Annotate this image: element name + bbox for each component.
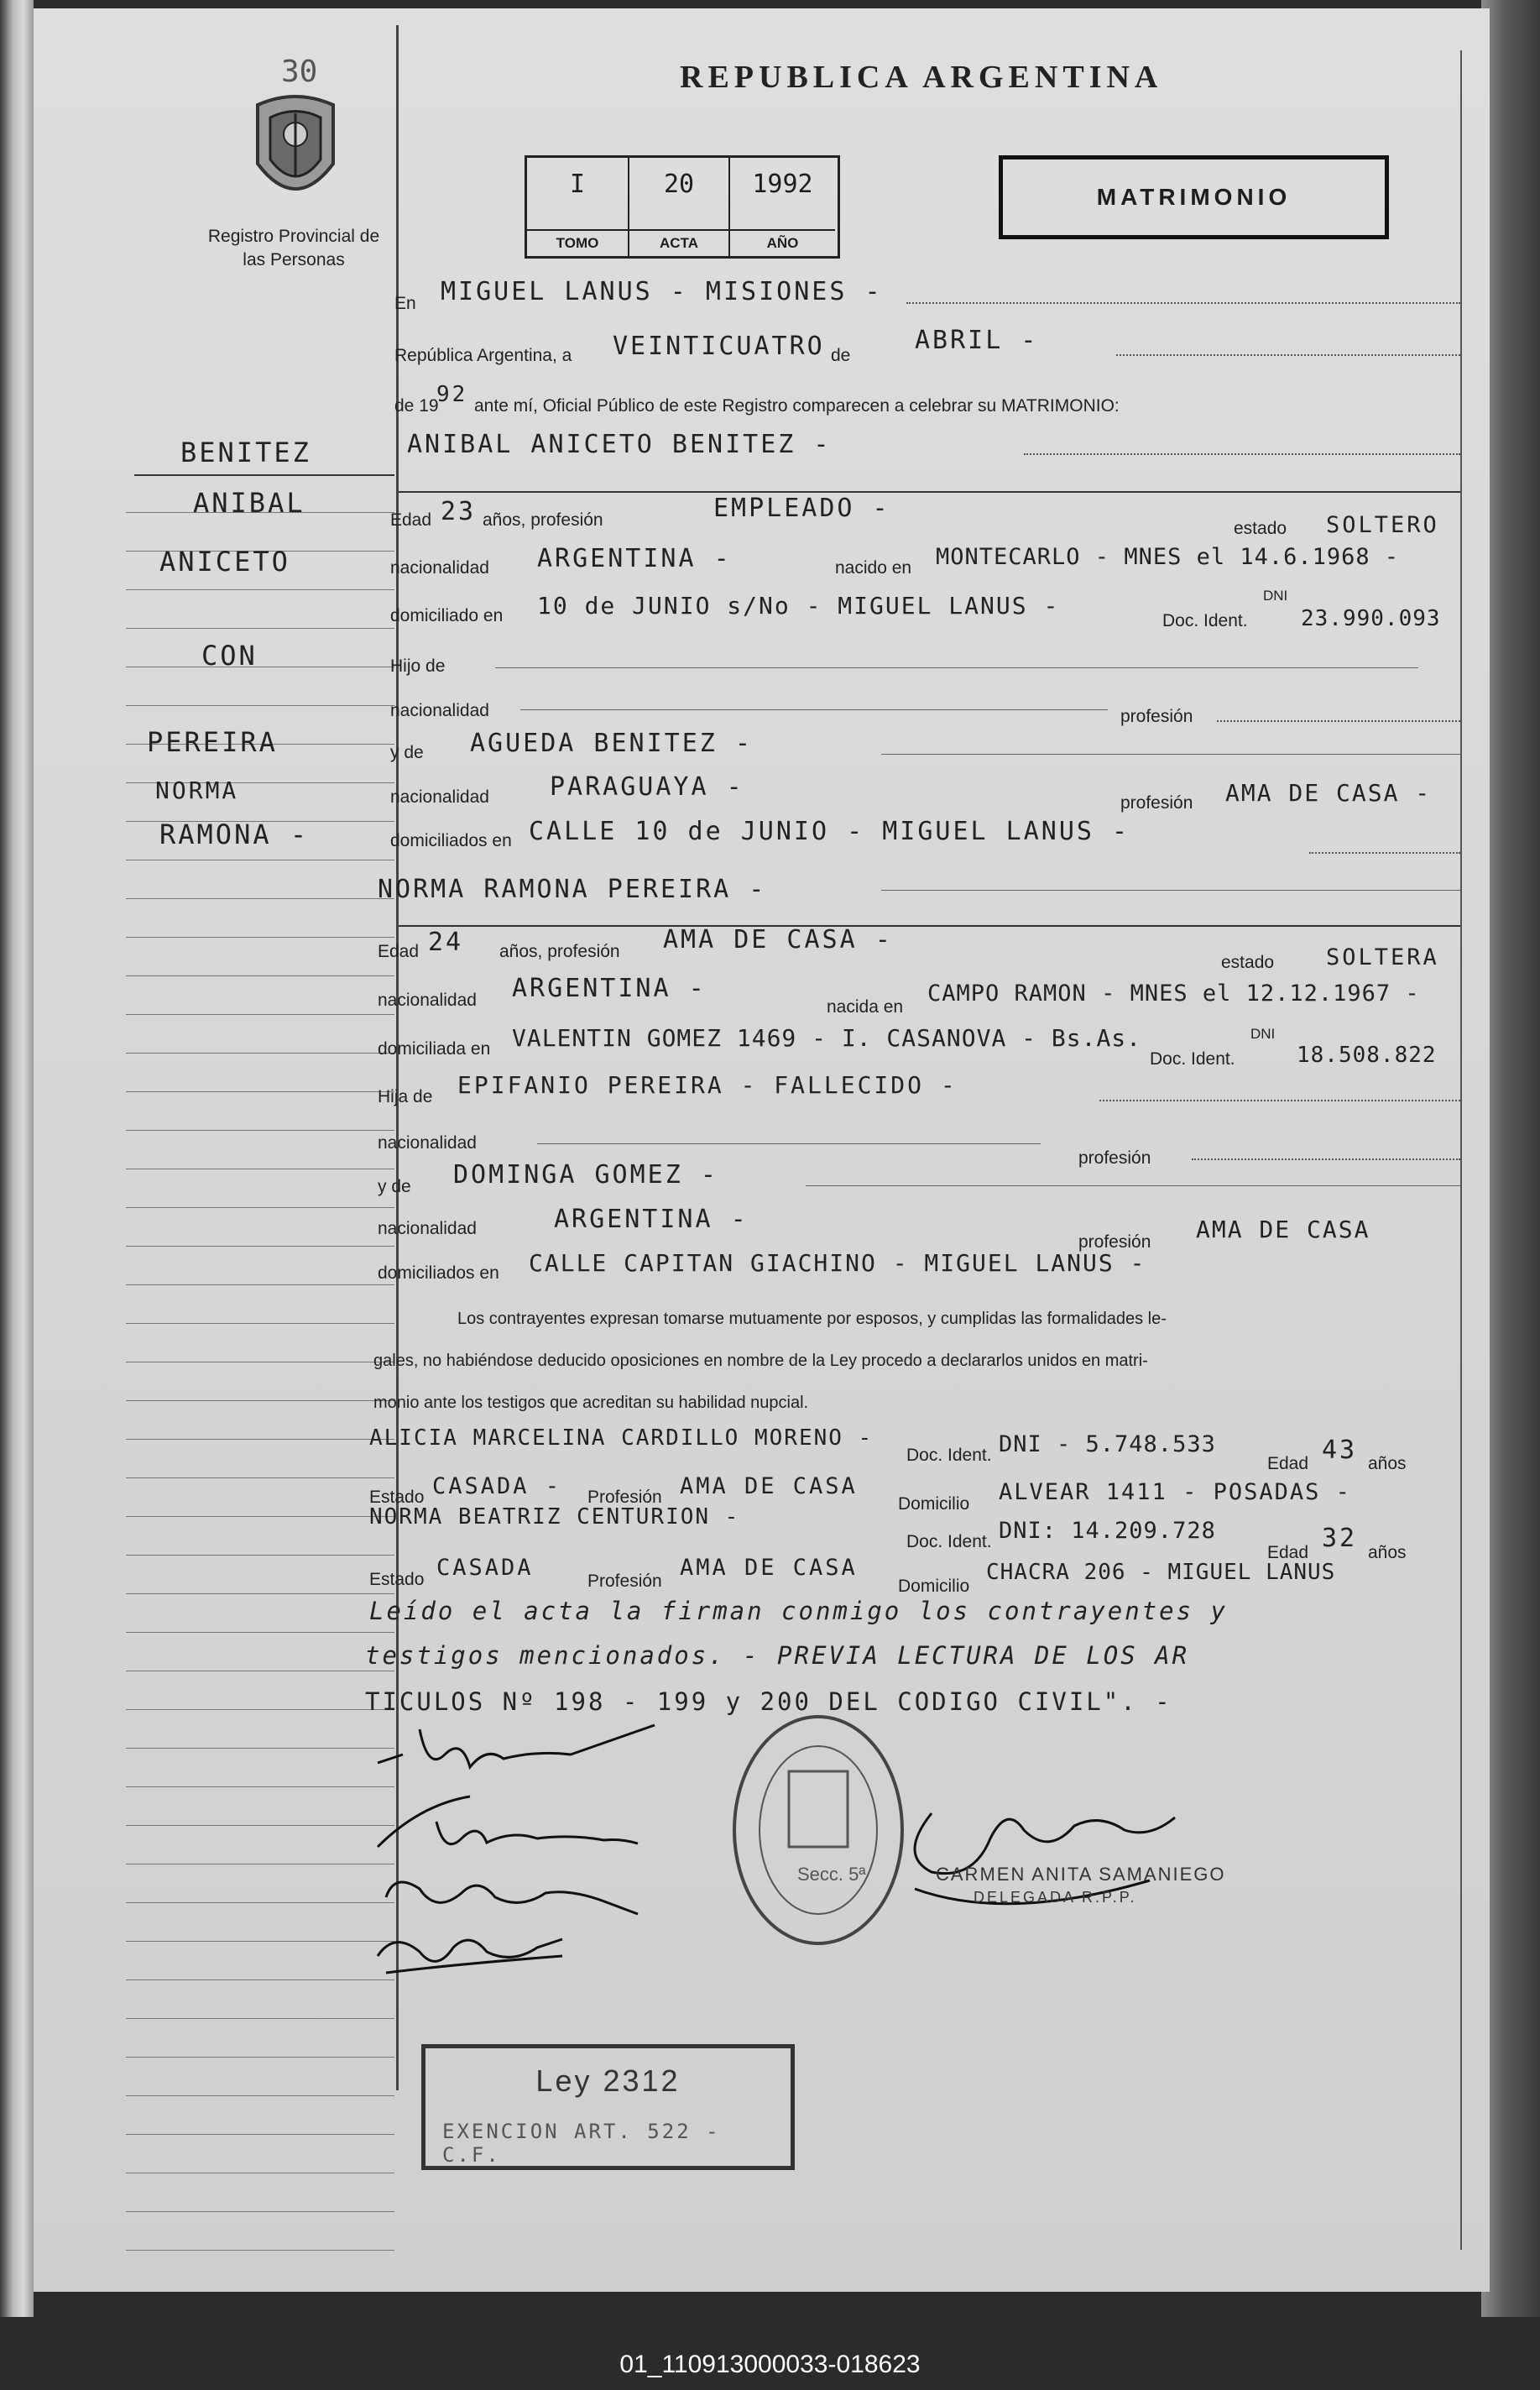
margin-ruled-line: [126, 1014, 394, 1015]
bride-nac-madre-label: nacionalidad: [378, 1219, 477, 1238]
witness1-anos-label: años: [1368, 1454, 1407, 1473]
witness1-prof-label: Profesión: [587, 1488, 662, 1507]
groom-doc: 23.990.093: [1301, 606, 1441, 631]
groom-nac-madre: PARAGUAYA -: [550, 772, 744, 802]
book-right-edge: [1481, 0, 1540, 2317]
section-rule: [399, 925, 1460, 927]
witness1-estado-label: Estado: [369, 1488, 425, 1507]
margin-ruled-line: [126, 705, 394, 706]
month-value: ABRIL -: [915, 326, 1039, 355]
witness2-anos-label: años: [1368, 1543, 1407, 1562]
section-rule: [399, 491, 1460, 493]
bride-doc-type: DNI: [1250, 1026, 1276, 1042]
witness2-prof-label: Profesión: [587, 1572, 662, 1591]
groom-nacionalidad: ARGENTINA -: [537, 544, 732, 573]
bride-domicilio: VALENTIN GOMEZ 1469 - I. CASANOVA - Bs.As.: [512, 1024, 1142, 1052]
margin-ruled-line: [126, 1748, 394, 1749]
margin-ruled-line: [126, 1246, 394, 1247]
bride-doc-label: Doc. Ident.: [1150, 1049, 1235, 1069]
acta-label: ACTA: [629, 229, 728, 256]
margin-ruled-line: [126, 1284, 394, 1285]
fill-line: [495, 667, 1418, 668]
groom-profesion: EMPLEADO -: [713, 494, 890, 523]
fill-line: [1217, 720, 1460, 722]
margin-ruled-line: [126, 589, 394, 590]
margin-ruled-line: [126, 1091, 394, 1092]
tomo-value: I: [569, 170, 586, 199]
declaration-line-1: Los contrayentes expresan tomarse mutuamente por esposos, y cumplidas las formalidades le-: [457, 1310, 1167, 1328]
seal-section-text: Secc. 5ª: [797, 1864, 866, 1885]
official-role: DELEGADA R.P.P.: [974, 1889, 1137, 1906]
margin-ruled-line: [126, 2095, 394, 2096]
groom-doc-label: Doc. Ident.: [1162, 611, 1248, 630]
right-border: [1460, 50, 1462, 2250]
register-page: [34, 8, 1490, 2292]
margin-ruled-line: [126, 898, 394, 899]
closing-line-2: testigos mencionados. - PREVIA LECTURA DE LOS AR: [365, 1641, 1190, 1670]
fill-line: [537, 1143, 1041, 1144]
groom-prof-madre: AMA DE CASA -: [1225, 779, 1432, 807]
margin-ruled-line: [126, 1207, 394, 1208]
margin-ruled-line: [126, 1941, 394, 1942]
law-exemption-box: [421, 2044, 795, 2170]
margin-ruled-line: [126, 2250, 394, 2251]
acta-cell: [629, 158, 730, 256]
declaration-line-3: monio ante los testigos que acreditan su habilidad nupcial.: [373, 1394, 809, 1412]
groom-estado-label: estado: [1234, 519, 1287, 538]
witness1-name: ALICIA MARCELINA CARDILLO MORENO -: [369, 1425, 874, 1451]
file-id-footer: 01_110913000033-018623: [619, 2351, 921, 2378]
year-suffix: 92: [436, 382, 468, 407]
groom-hijo-label: Hijo de: [390, 656, 446, 676]
margin-ruled-line: [126, 1593, 394, 1594]
margin-con: CON: [201, 640, 258, 672]
place-value: MIGUEL LANUS - MISIONES -: [441, 277, 883, 306]
fill-line: [1116, 354, 1460, 356]
groom-nac-madre-label: nacionalidad: [390, 787, 489, 807]
fill-line: [520, 709, 1108, 710]
margin-ruled-line: [126, 1323, 394, 1324]
witness1-doc-label: Doc. Ident.: [906, 1446, 992, 1465]
book-spine-edge: [0, 0, 34, 2317]
official-name: CARMEN ANITA SAMANIEGO: [936, 1864, 1226, 1885]
margin-bride-surname: PEREIRA: [147, 726, 278, 758]
fill-line: [806, 1185, 1460, 1186]
bride-estado: SOLTERA: [1326, 944, 1439, 970]
bride-dom-padres-label: domiciliados en: [378, 1263, 499, 1283]
groom-nac-label: nacionalidad: [390, 558, 489, 578]
groom-nacido-label: nacido en: [835, 558, 912, 578]
fill-line: [906, 302, 1460, 304]
declaration-line-2: gales, no habiéndose deducido oposiciones en nombre de la Ley procedo a declararlos unidos en matri-: [373, 1352, 1148, 1370]
closing-line-1: Leído el acta la firman conmigo los contrayentes y: [369, 1597, 1228, 1625]
fill-line: [1024, 453, 1460, 455]
folio-number: 30: [281, 55, 318, 89]
margin-ruled-line: [126, 1439, 394, 1440]
tomo-label: TOMO: [527, 229, 628, 256]
bride-prof-padre-label: profesión: [1078, 1148, 1151, 1168]
margin-rule: [134, 474, 394, 476]
bride-nac-label: nacionalidad: [378, 991, 477, 1010]
page-title: REPUBLICA ARGENTINA: [680, 60, 1163, 95]
tomo-cell: [527, 158, 629, 256]
witness1-edad: 43: [1322, 1436, 1358, 1465]
groom-dom-padres-label: domiciliados en: [390, 831, 512, 850]
year-prefix-label: de 19: [394, 396, 439, 416]
witness2-doc: DNI: 14.209.728: [999, 1518, 1216, 1544]
anio-value: 1992: [752, 170, 813, 199]
margin-ruled-line: [126, 1825, 394, 1826]
margin-ruled-line: [126, 1786, 394, 1787]
bride-prof-madre-label: profesión: [1078, 1232, 1151, 1252]
margin-ruled-line: [126, 1053, 394, 1054]
margin-ruled-line: [126, 1979, 394, 1980]
witness2-profesion: AMA DE CASA: [680, 1555, 858, 1581]
witness1-edad-label: Edad: [1267, 1454, 1309, 1473]
margin-surname: BENITEZ: [180, 437, 311, 468]
fill-line: [1192, 1158, 1460, 1160]
margin-ruled-line: [126, 628, 394, 629]
groom-edad: 23: [441, 497, 477, 526]
bride-estado-label: estado: [1221, 953, 1275, 972]
margin-ruled-line: [126, 1516, 394, 1517]
groom-madre: AGUEDA BENITEZ -: [470, 729, 753, 758]
closing-line-3: TICULOS Nº 198 - 199 y 200 DEL CODIGO CIVIL". -: [365, 1687, 1172, 1716]
margin-ruled-line: [126, 1555, 394, 1556]
groom-yde-label: y de: [390, 743, 424, 762]
witness2-dom-label: Domicilio: [898, 1577, 970, 1596]
witness1-domicilio: ALVEAR 1411 - POSADAS -: [999, 1479, 1351, 1505]
groom-prof-label: años, profesión: [483, 510, 603, 530]
anio-label: AÑO: [730, 229, 835, 256]
bride-nacida-label: nacida en: [827, 997, 904, 1017]
bride-doc: 18.508.822: [1297, 1043, 1437, 1068]
witness2-domicilio: CHACRA 206 - MIGUEL LANUS: [986, 1560, 1336, 1585]
coat-of-arms-icon: [245, 88, 346, 214]
anio-cell: [730, 158, 835, 256]
bride-nac-madre: ARGENTINA -: [554, 1205, 749, 1234]
de-label: de: [831, 346, 851, 365]
margin-ruled-line: [126, 1709, 394, 1710]
record-type-box: MATRIMONIO: [999, 155, 1389, 239]
bride-nac-padre-label: nacionalidad: [378, 1133, 477, 1153]
fill-line: [1309, 852, 1460, 854]
margin-ruled-line: [126, 937, 394, 938]
signature-bride: [369, 1788, 671, 1864]
signature-witness-2: [369, 1914, 587, 1981]
bride-edad-label: Edad: [378, 942, 420, 961]
en-label: En: [394, 294, 416, 313]
margin-ruled-line: [126, 1400, 394, 1401]
bride-profesion: AMA DE CASA -: [663, 925, 893, 954]
margin-ruled-line: [126, 2057, 394, 2058]
margin-bride-name-1: NORMA: [155, 777, 239, 804]
groom-domicilio: 10 de JUNIO s/No - MIGUEL LANUS -: [537, 592, 1060, 620]
acta-value: 20: [663, 170, 695, 199]
bride-nacionalidad: ARGENTINA -: [512, 974, 707, 1003]
groom-nacido: MONTECARLO - MNES el 14.6.1968 -: [936, 544, 1400, 570]
bride-padre: EPIFANIO PEREIRA - FALLECIDO -: [457, 1071, 958, 1099]
witness2-doc-label: Doc. Ident.: [906, 1532, 992, 1551]
groom-nac-padre-label: nacionalidad: [390, 701, 489, 720]
bride-prof-label: años, profesión: [499, 942, 620, 961]
groom-edad-label: Edad: [390, 510, 432, 530]
bride-madre: DOMINGA GOMEZ -: [453, 1160, 718, 1190]
groom-dom-padres: CALLE 10 de JUNIO - MIGUEL LANUS -: [529, 817, 1130, 846]
margin-name-2: ANICETO: [159, 546, 290, 578]
fill-line: [881, 890, 1460, 891]
record-number-box: [525, 155, 840, 259]
witness1-doc: DNI - 5.748.533: [999, 1431, 1216, 1457]
law-box-line-2: EXENCION ART. 522 - C.F.: [442, 2120, 721, 2167]
bride-dom-label: domiciliada en: [378, 1039, 491, 1059]
bride-hija-label: Hija de: [378, 1087, 433, 1106]
margin-ruled-line: [126, 2018, 394, 2019]
republica-label: República Argentina, a: [394, 346, 572, 365]
margin-ruled-line: [126, 2134, 394, 2135]
witness2-name: NORMA BEATRIZ CENTURION -: [369, 1504, 740, 1530]
fill-line: [881, 754, 1460, 755]
bride-nacida: CAMPO RAMON - MNES el 12.12.1967 -: [927, 981, 1420, 1007]
witness1-profesion: AMA DE CASA: [680, 1473, 858, 1499]
margin-ruled-line: [126, 2211, 394, 2212]
margin-name-1: ANIBAL: [193, 487, 305, 519]
groom-dom-label: domiciliado en: [390, 606, 504, 625]
signature-groom: [369, 1721, 671, 1788]
margin-column: [84, 8, 394, 2292]
law-box-line-1: Ley 2312: [535, 2063, 681, 2098]
margin-ruled-line: [126, 1477, 394, 1478]
groom-doc-type: DNI: [1263, 588, 1288, 604]
witness2-estado: CASADA: [436, 1555, 534, 1581]
margin-ruled-line: [126, 1130, 394, 1131]
registry-label: Registro Provincial de las Personas: [207, 227, 380, 269]
bride-edad: 24: [428, 928, 464, 957]
day-value: VEINTICUATRO: [613, 332, 825, 361]
official-seal-icon: [730, 1713, 906, 1948]
witness2-edad: 32: [1322, 1524, 1358, 1553]
groom-prof-padre-label: profesión: [1120, 707, 1193, 726]
groom-estado: SOLTERO: [1326, 512, 1439, 538]
margin-ruled-line: [126, 1632, 394, 1633]
witness2-edad-label: Edad: [1267, 1543, 1309, 1562]
witness1-estado: CASADA -: [432, 1473, 562, 1499]
statement-text: ante mí, Oficial Público de este Registro comparecen a celebrar su MATRIMONIO:: [474, 396, 1120, 416]
witness1-dom-label: Domicilio: [898, 1494, 970, 1514]
witness2-estado-label: Estado: [369, 1570, 425, 1589]
bride-name: NORMA RAMONA PEREIRA -: [378, 875, 767, 904]
groom-prof-madre-label: profesión: [1120, 793, 1193, 813]
groom-name: ANIBAL ANICETO BENITEZ -: [407, 430, 832, 459]
margin-ruled-line: [126, 1902, 394, 1903]
bride-dom-padres: CALLE CAPITAN GIACHINO - MIGUEL LANUS -: [529, 1249, 1146, 1277]
margin-bride-name-2: RAMONA -: [159, 818, 310, 850]
margin-ruled-line: [126, 975, 394, 976]
fill-line: [1099, 1100, 1460, 1101]
bride-prof-madre: AMA DE CASA: [1196, 1216, 1370, 1243]
bride-yde-label: y de: [378, 1177, 411, 1196]
